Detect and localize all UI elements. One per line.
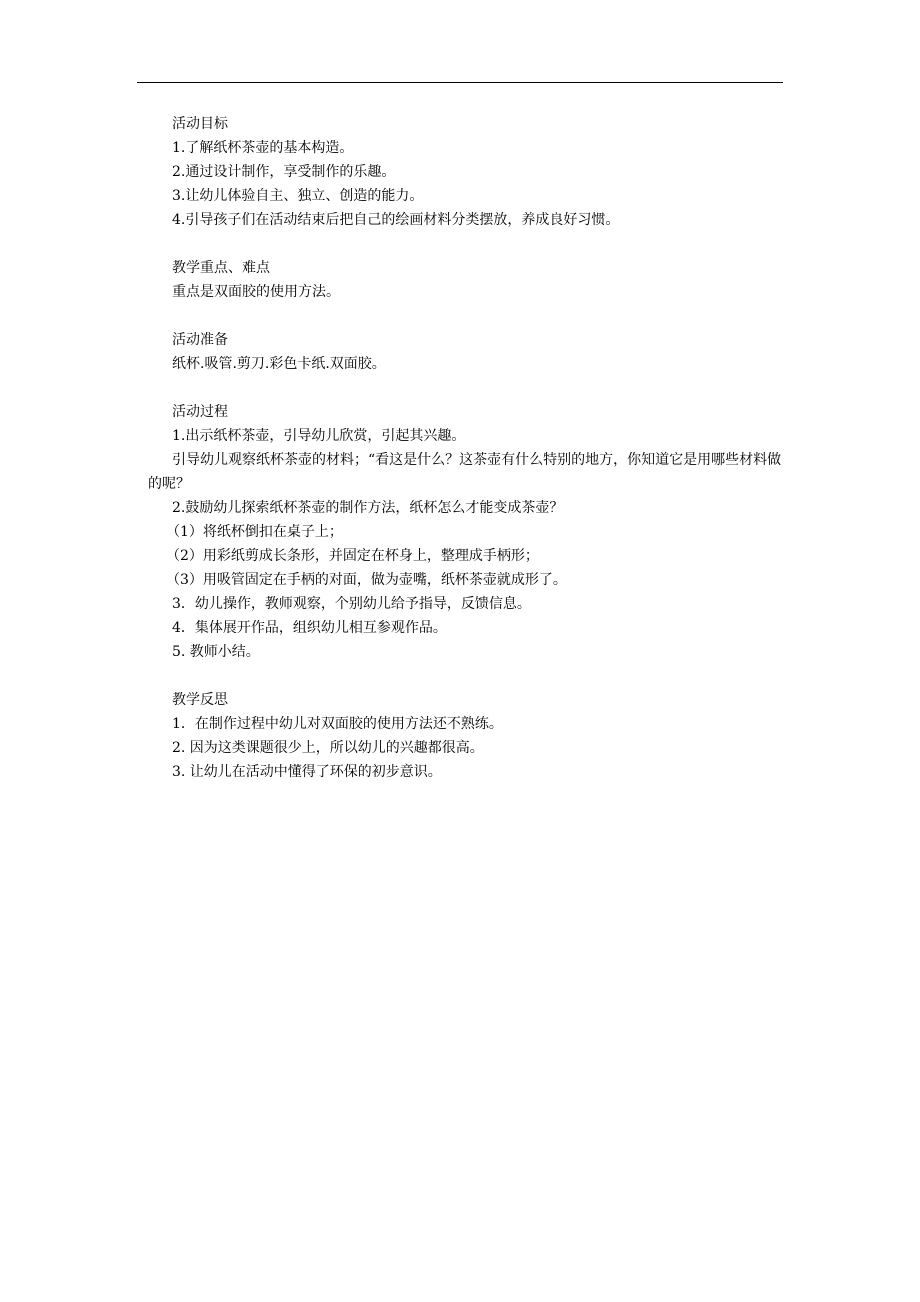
- process-step-1: 1.出示纸杯茶壶，引导幼儿欣赏，引起其兴趣。: [172, 428, 466, 444]
- process-step-4: 4．集体展开作品，组织幼儿相互参观作品。: [172, 620, 447, 636]
- section-gap: [148, 376, 798, 400]
- section-gap: [148, 664, 798, 688]
- document-body: [148, 112, 798, 784]
- section-gap: [148, 304, 798, 328]
- process-step-2: 2.鼓励幼儿探索纸杯茶壶的制作方法，纸杯怎么才能变成茶壶？: [172, 500, 564, 516]
- reflection-item: 2. 因为这类课题很少上，所以幼儿的兴趣都很高。: [172, 740, 484, 756]
- preparation-item: 纸杯.吸管.剪刀.彩色卡纸.双面胶。: [172, 356, 386, 372]
- goals-item: 2.通过设计制作，享受制作的乐趣。: [172, 164, 396, 180]
- process-heading: 活动过程: [172, 404, 228, 420]
- process-step-3: 3．幼儿操作，教师观察，个别幼儿给予指导，反馈信息。: [172, 596, 531, 612]
- goals-item: 4.引导孩子们在活动结束后把自己的绘画材料分类摆放，养成良好习惯。: [172, 212, 620, 228]
- reflection-heading: 教学反思: [172, 692, 228, 708]
- process-substep: （2）用彩纸剪成长条形，并固定在杯身上，整理成手柄形；: [166, 548, 539, 564]
- reflection-item: 3. 让幼儿在活动中懂得了环保的初步意识。: [172, 764, 442, 780]
- process-step-1-detail: 引导幼儿观察纸杯茶壶的材料；“看这是什么？这茶壶有什么特别的地方，你知道它是用哪些材料做的呢？: [148, 452, 782, 492]
- goals-item: 3.让幼儿体验自主、独立、创造的能力。: [172, 188, 424, 204]
- process-substep: （3）用吸管固定在手柄的对面，做为壶嘴，纸杯茶壶就成形了。: [166, 572, 567, 588]
- reflection-item: 1．在制作过程中幼儿对双面胶的使用方法还不熟练。: [172, 716, 503, 732]
- process-substep: （1）将纸杯倒扣在桌子上；: [166, 524, 343, 540]
- section-gap: [148, 232, 798, 256]
- process-step-5: 5. 教师小结。: [172, 644, 260, 660]
- key-points-item: 重点是双面胶的使用方法。: [172, 284, 340, 300]
- header-rule: [137, 82, 783, 83]
- goals-heading: 活动目标: [172, 116, 228, 132]
- goals-item: 1.了解纸杯茶壶的基本构造。: [172, 140, 354, 156]
- preparation-heading: 活动准备: [172, 332, 228, 348]
- key-points-heading: 教学重点、难点: [172, 260, 270, 276]
